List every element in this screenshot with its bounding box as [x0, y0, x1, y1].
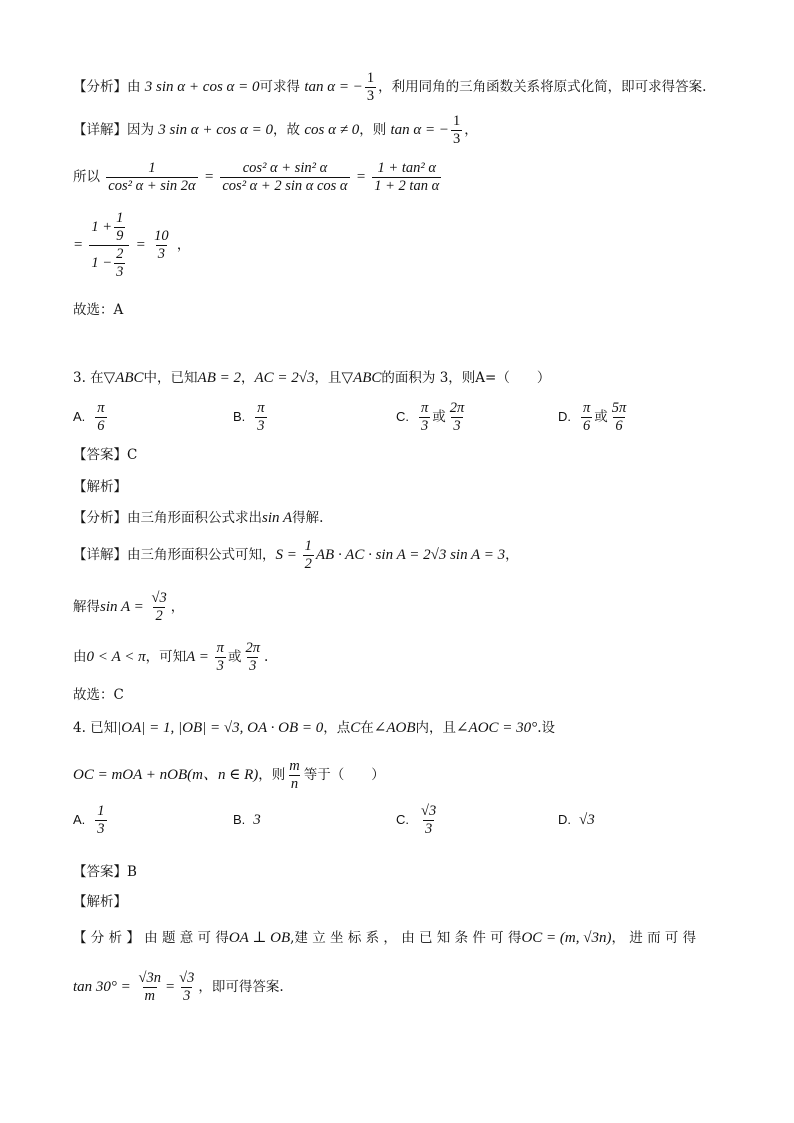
- q4-analysis-line-1: 【 分 析 】 由 题 意 可 得OA ⊥ OB,建 立 坐 标 系 ， 由 已 知 条 件 可 得OC = (m, √3n)， 进 而 可 得: [73, 930, 697, 946]
- q4-stem-line-1: 4. 已知|OA| = 1, |OB| = √3, OA · OB = 0，点C在∠AOB内，且∠AOC = 30°.设: [73, 720, 555, 736]
- fraction: $\frac{1}{3}$: [366, 70, 375, 104]
- equation: 3 sin α + cos α = 0: [144, 79, 260, 95]
- fraction-1: $\frac{1}{\text{cos² α + sin 2α}}$: [108, 160, 196, 194]
- q4-stem-line-2: OC = mOA + nOB(m、n ∈ R)，则 $\frac{m}{n}$ 等于（ ）: [73, 758, 385, 792]
- q3-option-a: A. $\frac{\pi}{6}$: [73, 400, 105, 434]
- q4-answer: 【答案】B: [73, 864, 137, 880]
- q3-stem: 3. 在▽ABC中，已知AB = 2，AC = 2√3，且▽ABC的面积为 3，则A=（ ）: [73, 370, 551, 386]
- derivation-line: 所以 $\frac{1}{\text{cos² α + sin 2α}}$ = $\frac{\text{cos² α + sin² α}}{\text{cos² α + 2 sin α cos α}}$ = $\frac{\text{1 + tan² α}}{\text{1 + 2 tan α}}$: [73, 160, 440, 194]
- q4-jiexi: 【解析】: [73, 894, 127, 910]
- compound-fraction: 1 + $\frac{1}{9}$ 1 − $\frac{2}{3}$: [89, 210, 129, 281]
- fraction-2: $\frac{\text{cos² α + sin² α}}{\text{cos² α + 2 sin α cos α}}$: [222, 160, 348, 194]
- q4-option-d: D. √3: [558, 812, 595, 828]
- q3-option-c: C. $\frac{\pi}{3}$ 或 $\frac{2\pi}{3}$: [396, 400, 465, 434]
- detail-line-1: 【详解】因为 3 sin α + cos α = 0，故 cos α ≠ 0，则 tan α = − $\frac{1}{3}$ ，: [73, 113, 478, 147]
- q4-option-b: B. 3: [233, 812, 261, 828]
- q3-choose: 故选：C: [73, 687, 124, 703]
- q4-option-a: A. $\frac{1}{3}$: [73, 803, 105, 837]
- analysis-line-1: 【分析】由 3 sin α + cos α = 0可求得 tan α = − $\frac{1}{3}$ ，利用同角的三角函数关系将原式化简，即可求得答案.: [73, 70, 707, 104]
- result-fraction: $\frac{10}{3}$: [154, 228, 169, 262]
- choose-line-1: 故选：A: [73, 302, 124, 318]
- q3-jiexi: 【解析】: [73, 479, 127, 495]
- compound-fraction-line: = 1 + $\frac{1}{9}$ 1 − $\frac{2}{3}$ = $\frac{10}{3}$ ，: [73, 210, 191, 280]
- q4-analysis-line-2: tan 30° = $\frac{√3n}{m}$ = $\frac{√3}{3}$ ，即可得答案.: [73, 970, 284, 1004]
- analysis-tag: 【分析】: [73, 79, 127, 95]
- q3-answer: 【答案】C: [73, 447, 138, 463]
- q3-range: 由0 < A < π，可知A = $\frac{\pi}{3}$ 或 $\frac{2\pi}{3}$ .: [73, 640, 269, 674]
- fraction-3: $\frac{\text{1 + tan² α}}{\text{1 + 2 tan α}}$: [374, 160, 440, 194]
- detail-tag: 【详解】: [73, 122, 127, 138]
- q3-solve: 解得sin A = $\frac{√3}{2}$ ，: [73, 590, 185, 624]
- q3-detail: 【详解】由三角形面积公式可知，S = $\frac{1}{2}$ AB · AC · sin A = 2√3 sin A = 3，: [73, 538, 519, 572]
- q3-option-b: B. $\frac{\pi}{3}$: [233, 400, 265, 434]
- q3-analysis: 【分析】由三角形面积公式求出sin A得解.: [73, 510, 324, 526]
- q4-option-c: C. $\frac{√3}{3}$: [396, 803, 437, 837]
- q3-option-d: D. $\frac{\pi}{6}$ 或 $\frac{5\pi}{6}$: [558, 400, 627, 434]
